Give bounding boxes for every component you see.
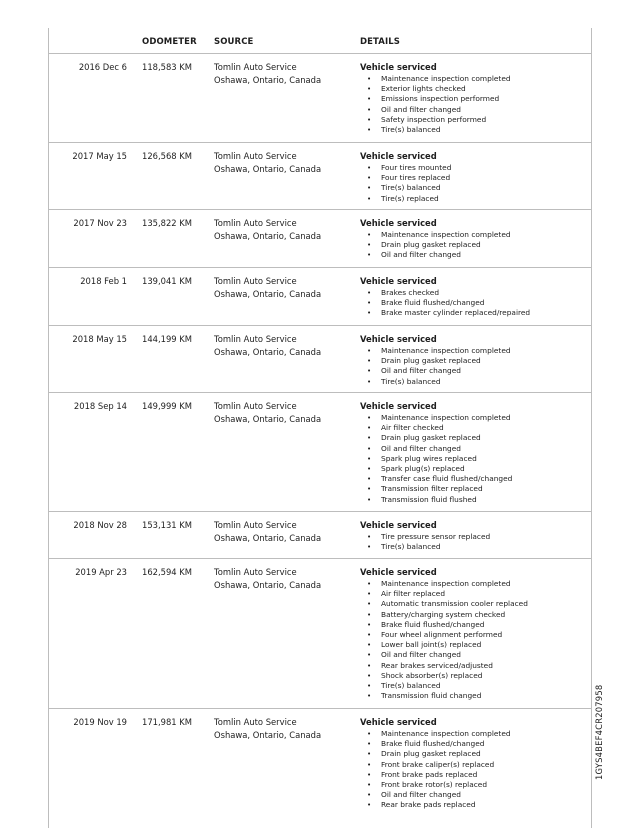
service-source xyxy=(214,716,354,742)
details-item: • Transmission fluid changed xyxy=(360,691,585,701)
details-list xyxy=(360,163,585,204)
details-title: Vehicle serviced xyxy=(360,567,437,577)
source-location: Oshawa, Ontario, Canada xyxy=(214,730,322,740)
service-date: 2018 May 15 xyxy=(72,334,127,344)
details-item: • Transmission filter replaced xyxy=(360,484,585,494)
details-item: • Drain plug gasket replaced xyxy=(360,240,585,250)
details-item: • Four tires mounted xyxy=(360,163,585,173)
source-name: Tomlin Auto Service xyxy=(214,401,297,411)
details-item: • Drain plug gasket replaced xyxy=(360,749,585,759)
details-item: • Maintenance inspection completed xyxy=(360,230,585,240)
service-details xyxy=(360,150,585,204)
service-date: 2016 Dec 6 xyxy=(78,62,127,72)
details-item: • Brakes checked xyxy=(360,288,585,298)
service-source xyxy=(214,275,354,301)
details-item: • Tire(s) balanced xyxy=(360,377,585,387)
header-source: SOURCE xyxy=(214,37,254,47)
source-name: Tomlin Auto Service xyxy=(214,717,297,727)
service-history-table xyxy=(48,28,592,829)
source-name: Tomlin Auto Service xyxy=(214,334,297,344)
details-title: Vehicle serviced xyxy=(360,401,437,411)
service-date: 2019 Nov 19 xyxy=(73,717,127,727)
details-item: • Brake fluid flushed/changed xyxy=(360,739,585,749)
source-name: Tomlin Auto Service xyxy=(214,218,297,228)
service-details xyxy=(360,716,585,811)
details-item: • Oil and filter changed xyxy=(360,105,585,115)
details-item: • Drain plug gasket replaced xyxy=(360,433,585,443)
source-name: Tomlin Auto Service xyxy=(214,567,297,577)
source-name: Tomlin Auto Service xyxy=(214,62,297,72)
details-title: Vehicle serviced xyxy=(360,276,437,286)
details-list xyxy=(360,413,585,505)
details-list xyxy=(360,230,585,261)
odometer-reading: 144,199 KM xyxy=(142,334,193,344)
details-item: • Spark plug(s) replaced xyxy=(360,464,585,474)
table-row xyxy=(48,512,592,559)
odometer-reading: 149,999 KM xyxy=(142,401,193,411)
odometer-reading: 153,131 KM xyxy=(142,520,193,530)
details-item: • Tire(s) balanced xyxy=(360,542,585,552)
details-item: • Brake master cylinder replaced/repaired xyxy=(360,308,585,318)
service-date: 2017 Nov 23 xyxy=(73,218,127,228)
source-name: Tomlin Auto Service xyxy=(214,276,297,286)
service-details xyxy=(360,217,585,261)
table-row xyxy=(48,143,592,210)
details-list xyxy=(360,532,585,552)
table-row xyxy=(48,559,592,709)
details-item: • Shock absorber(s) replaced xyxy=(360,671,585,681)
details-item: • Maintenance inspection completed xyxy=(360,346,585,356)
details-item: • Spark plug wires replaced xyxy=(360,454,585,464)
details-item: • Maintenance inspection completed xyxy=(360,413,585,423)
source-name: Tomlin Auto Service xyxy=(214,520,297,530)
details-item: • Drain plug gasket replaced xyxy=(360,356,585,366)
details-item: • Brake fluid flushed/changed xyxy=(360,620,585,630)
details-item: • Emissions inspection performed xyxy=(360,94,585,104)
table-row xyxy=(48,709,592,829)
odometer-reading: 171,981 KM xyxy=(142,717,193,727)
details-title: Vehicle serviced xyxy=(360,334,437,344)
service-details xyxy=(360,61,585,135)
source-location: Oshawa, Ontario, Canada xyxy=(214,289,322,299)
service-details xyxy=(360,333,585,387)
details-title: Vehicle serviced xyxy=(360,520,437,530)
details-item: • Air filter replaced xyxy=(360,589,585,599)
details-title: Vehicle serviced xyxy=(360,717,437,727)
service-source xyxy=(214,217,354,243)
details-item: • Maintenance inspection completed xyxy=(360,579,585,589)
details-item: • Safety inspection performed xyxy=(360,115,585,125)
source-location: Oshawa, Ontario, Canada xyxy=(214,414,322,424)
service-details xyxy=(360,519,585,552)
service-source xyxy=(214,61,354,87)
odometer-reading: 126,568 KM xyxy=(142,151,193,161)
service-date: 2018 Sep 14 xyxy=(73,401,127,411)
details-item: • Automatic transmission cooler replaced xyxy=(360,599,585,609)
details-item: • Tire(s) balanced xyxy=(360,125,585,135)
table-row xyxy=(48,393,592,512)
source-location: Oshawa, Ontario, Canada xyxy=(214,580,322,590)
service-details xyxy=(360,400,585,505)
details-item: • Oil and filter changed xyxy=(360,790,585,800)
source-location: Oshawa, Ontario, Canada xyxy=(214,533,322,543)
service-date: 2018 Nov 28 xyxy=(73,520,127,530)
details-item: • Transmission fluid flushed xyxy=(360,495,585,505)
details-item: • Front brake caliper(s) replaced xyxy=(360,760,585,770)
details-item: • Four tires replaced xyxy=(360,173,585,183)
service-source xyxy=(214,566,354,592)
details-item: • Tire(s) balanced xyxy=(360,681,585,691)
details-item: • Transfer case fluid flushed/changed xyxy=(360,474,585,484)
details-list xyxy=(360,74,585,135)
service-source xyxy=(214,519,354,545)
details-item: • Brake fluid flushed/changed xyxy=(360,298,585,308)
details-item: • Air filter checked xyxy=(360,423,585,433)
source-name: Tomlin Auto Service xyxy=(214,151,297,161)
details-item: • Tire pressure sensor replaced xyxy=(360,532,585,542)
source-location: Oshawa, Ontario, Canada xyxy=(214,347,322,357)
details-item: • Exterior lights checked xyxy=(360,84,585,94)
details-title: Vehicle serviced xyxy=(360,218,437,228)
header-odometer: ODOMETER xyxy=(142,37,197,47)
details-item: • Rear brakes serviced/adjusted xyxy=(360,661,585,671)
odometer-reading: 118,583 KM xyxy=(142,62,193,72)
details-item: • Oil and filter changed xyxy=(360,366,585,376)
service-date: 2019 Apr 23 xyxy=(75,567,127,577)
source-location: Oshawa, Ontario, Canada xyxy=(214,164,322,174)
details-item: • Front brake rotor(s) replaced xyxy=(360,780,585,790)
table-row xyxy=(48,210,592,268)
service-source xyxy=(214,150,354,176)
details-item: • Maintenance inspection completed xyxy=(360,74,585,84)
details-title: Vehicle serviced xyxy=(360,62,437,72)
odometer-reading: 135,822 KM xyxy=(142,218,193,228)
table-header xyxy=(48,28,592,54)
table-row xyxy=(48,268,592,326)
details-item: • Maintenance inspection completed xyxy=(360,729,585,739)
details-item: • Front brake pads replaced xyxy=(360,770,585,780)
source-location: Oshawa, Ontario, Canada xyxy=(214,231,322,241)
table-row xyxy=(48,54,592,143)
odometer-reading: 162,594 KM xyxy=(142,567,193,577)
service-source xyxy=(214,333,354,359)
details-item: • Battery/charging system checked xyxy=(360,610,585,620)
details-item: • Rear brake pads replaced xyxy=(360,800,585,810)
details-item: • Four wheel alignment performed xyxy=(360,630,585,640)
details-item: • Tire(s) balanced xyxy=(360,183,585,193)
details-item: • Oil and filter changed xyxy=(360,444,585,454)
source-location: Oshawa, Ontario, Canada xyxy=(214,75,322,85)
details-item: • Tire(s) replaced xyxy=(360,194,585,204)
details-list xyxy=(360,288,585,319)
service-source xyxy=(214,400,354,426)
details-item: • Oil and filter changed xyxy=(360,250,585,260)
service-details xyxy=(360,275,585,319)
details-list xyxy=(360,346,585,387)
details-list xyxy=(360,579,585,701)
vin-label: 1GYS4BEF4CR207958 xyxy=(594,684,604,780)
service-date: 2017 May 15 xyxy=(72,151,127,161)
odometer-reading: 139,041 KM xyxy=(142,276,193,286)
header-details: DETAILS xyxy=(360,37,400,47)
details-list xyxy=(360,729,585,811)
service-details xyxy=(360,566,585,701)
table-row xyxy=(48,326,592,393)
details-item: • Oil and filter changed xyxy=(360,650,585,660)
details-title: Vehicle serviced xyxy=(360,151,437,161)
details-item: • Lower ball joint(s) replaced xyxy=(360,640,585,650)
table-body xyxy=(48,54,592,829)
service-date: 2018 Feb 1 xyxy=(80,276,127,286)
